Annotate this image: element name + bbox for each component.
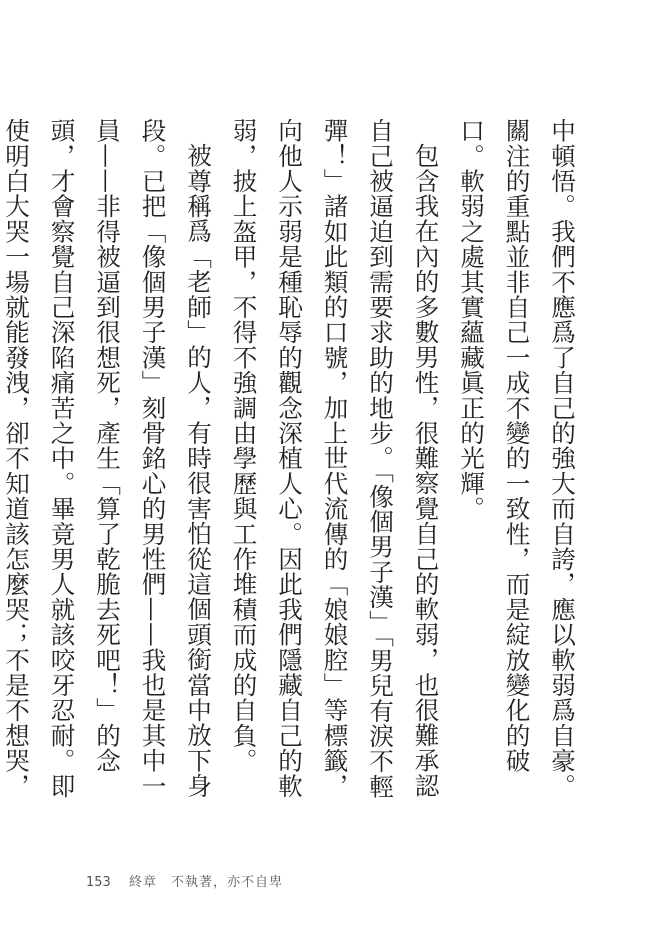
paragraph-2: 包含我在內的多數男性，很難察覺自己的軟弱，也很難承認自己被逼迫到需要求助的地步。「像個男子漢」「男兒有淚不輕彈！」諸如此類的口號，加上世代流傳的「娘娘腔」等標籤，向他人示弱是種恥辱的觀念深植人心。因此我們隱藏自己的軟弱，披上盔甲，不得不強調由學歷與工作堆積而成的自負。 <box>229 118 441 799</box>
page-footer <box>86 871 283 890</box>
page-number: 153 <box>86 875 111 890</box>
paragraph-3: 被尊稱爲「老師」的人，有時很害怕從這個頭銜當中放下身段。已把「像個男子漢」刻骨銘心的男性們——我也是其中一員——非得被逼到很想死，產生「算了乾脆去死吧！」的念頭，才會察覺自己深陷痛苦之中。畢竟男人就該咬牙忍耐。即使明白大哭一場就能發洩，卻不知道該怎麼哭；不是不想哭， <box>2 118 213 799</box>
vertical-text-body <box>0 118 585 818</box>
chapter-title: 終章 不執著，亦不自卑 <box>128 875 283 890</box>
paragraph-1: 中頓悟。我們不應爲了自己的強大而自誇，應以軟弱爲自豪。關注的重點並非自己一成不變的一致性，而是綻放變化的破口。軟弱之處其實蘊藏眞正的光輝。 <box>457 118 577 799</box>
